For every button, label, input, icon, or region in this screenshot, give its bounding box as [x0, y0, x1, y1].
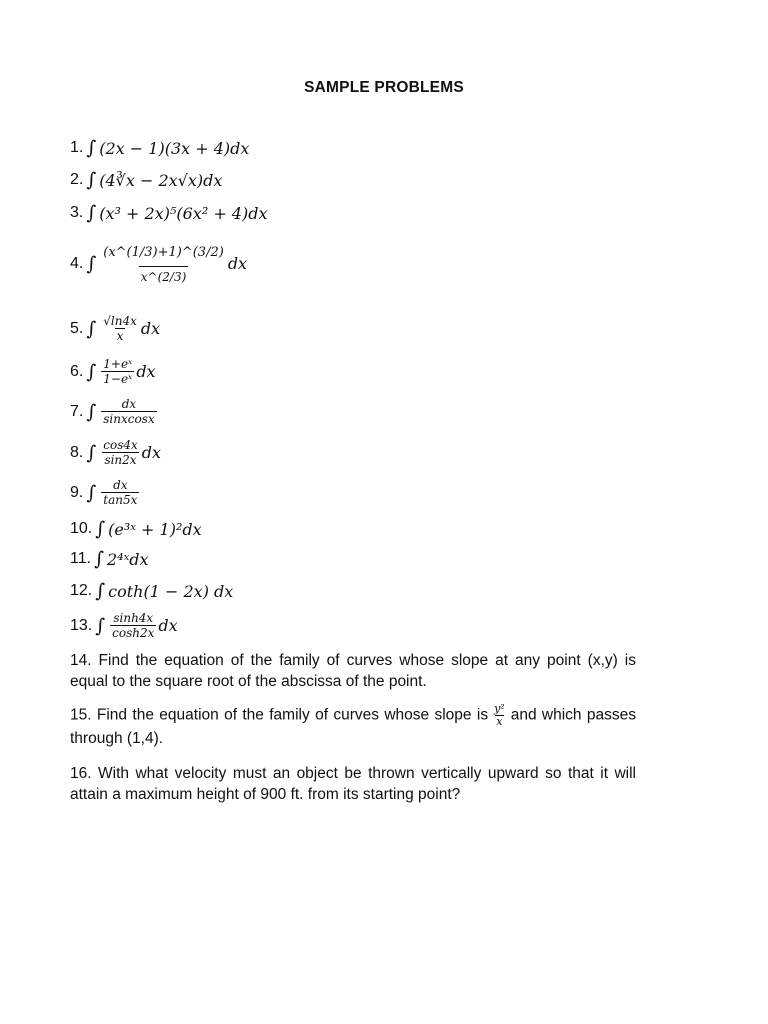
problem-4	[70, 240, 247, 287]
denominator: x^(2/3)	[139, 266, 189, 287]
problem-15-text-before: 15. Find the equation of the family of curves whose slope is	[70, 706, 489, 724]
problem-number: 7.	[70, 402, 84, 420]
numerator: dx	[121, 397, 137, 411]
integral-sign: ∫	[86, 481, 97, 504]
integrand: (x³ + 2x)⁵(6x² + 4)dx	[99, 203, 268, 223]
problem-15-text-after: and which passes through (1,4).	[70, 706, 637, 747]
problem-10	[70, 518, 202, 540]
problem-9	[70, 478, 141, 507]
integrand: (2x − 1)(3x + 4)dx	[99, 138, 250, 158]
numerator: cos4x	[103, 438, 138, 452]
fraction	[101, 314, 139, 343]
problem-14: 14. Find the equation of the family of curves whose slope at any point (x,y) is equal to the square root of the abscissa of the point.	[70, 652, 636, 690]
denominator: sin2x	[104, 453, 137, 467]
denominator: cosh2x	[112, 626, 155, 640]
slope-denominator: x	[496, 715, 503, 728]
integral-sign: ∫	[86, 252, 97, 275]
problem-15	[70, 703, 636, 749]
numerator: sinh4x	[113, 611, 154, 625]
integrand: coth(1 − 2x) dx	[108, 581, 234, 601]
problem-number: 12.	[70, 582, 93, 599]
numerator: (x^(1/3)+1)^(3/2)	[103, 245, 224, 260]
differential: dx	[136, 362, 156, 381]
numerator: 1+eˣ	[103, 357, 133, 371]
page-title: SAMPLE PROBLEMS	[304, 79, 464, 96]
differential: dx	[158, 616, 178, 635]
problem-number: 1.	[70, 139, 84, 156]
integral-sign: ∫	[86, 169, 97, 191]
integral-sign: ∫	[86, 441, 97, 464]
integral-sign: ∫	[95, 580, 106, 602]
fraction	[101, 397, 156, 426]
problem-number: 9.	[70, 483, 84, 501]
numerator: dx	[113, 478, 128, 492]
integral-sign: ∫	[86, 400, 97, 423]
integral-sign: ∫	[86, 202, 97, 224]
slope-numerator: y²	[494, 702, 505, 715]
denominator: tan5x	[103, 493, 138, 507]
problem-7	[70, 397, 159, 426]
problem-number: 2.	[70, 171, 84, 188]
fraction	[101, 478, 139, 507]
problem-number: 3.	[70, 204, 84, 221]
integral-sign: ∫	[86, 360, 97, 383]
problem-12	[70, 580, 233, 602]
problem-13	[70, 611, 178, 640]
differential: dx	[141, 443, 162, 462]
fraction	[101, 438, 140, 467]
denominator: x	[116, 329, 124, 343]
problem-number: 6.	[70, 362, 84, 380]
numerator: √ln4x	[103, 314, 137, 328]
problem-number: 8.	[70, 443, 84, 461]
problem-1	[70, 137, 249, 159]
fraction	[101, 240, 226, 287]
problem-number: 4.	[70, 254, 84, 272]
slope-fraction	[494, 703, 505, 728]
problem-number: 13.	[70, 616, 93, 634]
integral-sign: ∫	[94, 548, 104, 570]
denominator: 1−eˣ	[103, 372, 133, 386]
integrand: (4∛x − 2x√x)dx	[99, 170, 223, 190]
denominator: sinxcosx	[103, 412, 155, 426]
integral-sign: ∫	[86, 317, 97, 340]
problem-3	[70, 202, 268, 224]
problem-2	[70, 169, 222, 191]
problem-8	[70, 438, 161, 467]
integrand: 2⁴ˣdx	[106, 549, 149, 569]
fraction	[110, 611, 156, 640]
integral-sign: ∫	[95, 518, 106, 540]
problem-11	[70, 548, 149, 570]
problem-16: 16. With what velocity must an object be thrown vertically upward so that it will attain a maximum height of 900 ft. from its starting point?	[70, 765, 636, 803]
fraction	[101, 357, 134, 386]
differential: dx	[140, 319, 161, 338]
problem-6	[70, 357, 156, 386]
differential: dx	[227, 254, 248, 273]
integrand: (e³ˣ + 1)²dx	[108, 519, 202, 539]
integral-sign: ∫	[86, 137, 97, 159]
problem-number: 11.	[70, 550, 92, 567]
problem-number: 10.	[70, 520, 93, 537]
problem-number: 5.	[70, 319, 84, 337]
problem-5	[70, 314, 160, 343]
integral-sign: ∫	[95, 614, 106, 637]
